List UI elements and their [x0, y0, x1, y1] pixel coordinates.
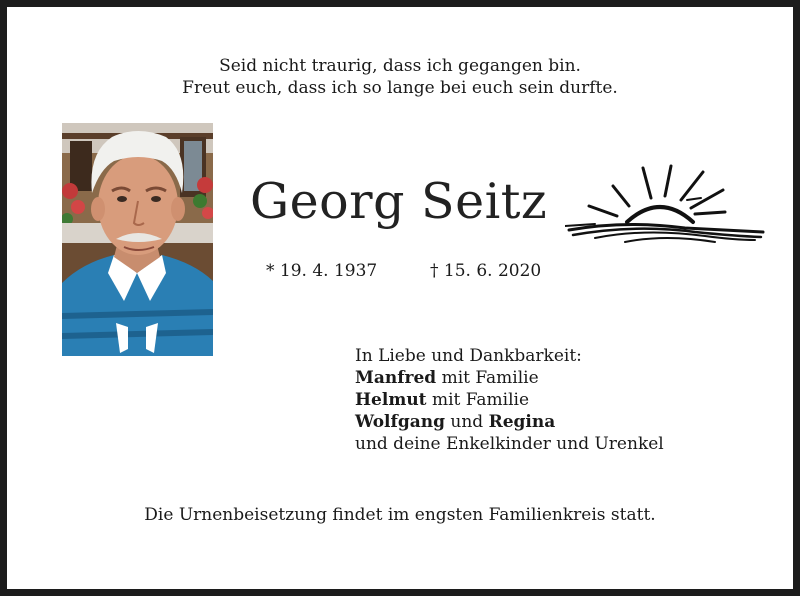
- signers-intro: In Liebe und Dankbarkeit:: [355, 346, 582, 366]
- signer-line-4: und deine Enkelkinder und Urenkel: [355, 434, 664, 454]
- memorial-quote: [0, 55, 800, 99]
- signer-suffix: mit Familie: [426, 390, 530, 410]
- signer-suffix: mit Familie: [436, 368, 539, 388]
- signer-line-3: [355, 411, 664, 433]
- signer-conjunction: und: [444, 412, 489, 432]
- signer-line-1: [355, 367, 664, 389]
- birth-date: * 19. 4. 1937: [266, 261, 378, 281]
- signer-name: Regina: [488, 412, 556, 432]
- death-date: † 15. 6. 2020: [430, 261, 542, 281]
- signer-name: Helmut: [355, 390, 427, 410]
- signer-line-2: [355, 389, 664, 411]
- burial-note: Die Urnenbeisetzung findet im engsten Familienkreis statt.: [144, 505, 656, 525]
- deceased-name: Georg Seitz: [250, 173, 548, 230]
- sunrise-icon: [565, 162, 765, 261]
- quote-line-2: Freut euch, dass ich so lange bei euch sein durfte.: [182, 78, 618, 98]
- signer-name: Wolfgang: [355, 412, 445, 432]
- signers-block: [355, 345, 664, 455]
- portrait-photo: [62, 123, 213, 356]
- signer-name: Manfred: [355, 368, 437, 388]
- quote-line-1: Seid nicht traurig, dass ich gegangen bin.: [219, 56, 581, 76]
